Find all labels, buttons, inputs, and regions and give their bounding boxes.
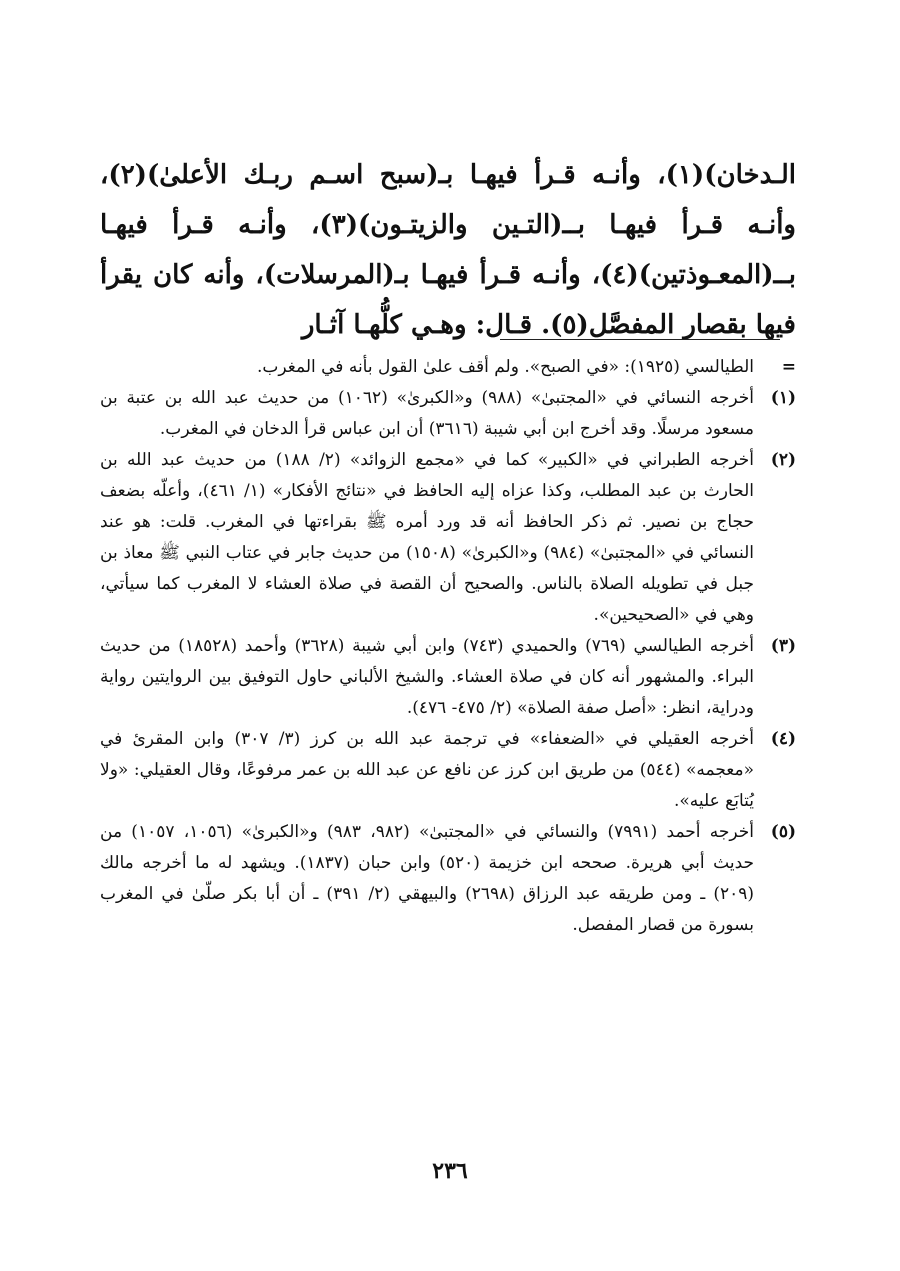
footnote-number: =: [781, 357, 796, 377]
footnote-number: (٣): [770, 636, 796, 656]
footnote-4: [100, 724, 796, 817]
footnote-text: أخرجه أحمد (٧٩٩١) والنسائي في «المجتبىٰ» (٩٨٢، ٩٨٣) و«الكبرىٰ» (١٠٥٦، ١٠٥٧) من حديث أبي هريرة. صححه ابن خزيمة (٥٢٠) وابن حبان (١٨٣٧). ويشهد له ما أخرجه مالك (٢٠٩) ـ ومن طريقه عبد الرزاق (٢٦٩٨) والبيهقي (٢/ ٣٩١) ـ أن أبا بكر صلّىٰ في المغرب بسورة من قصار المفصل.: [100, 822, 755, 935]
footnote-text: الطيالسي (١٩٢٥): «في الصبح». ولم أقف علىٰ القول بأنه في المغرب.: [257, 357, 754, 377]
footnote-text: أخرجه النسائي في «المجتبىٰ» (٩٨٨) و«الكبرىٰ» (١٠٦٢) من حديث عبد الله بن عتبة بن مسعود مرسلًا. وقد أخرج ابن أبي شيبة (٣٦١٦) أن ابن عباس قرأ الدخان في المغرب.: [100, 388, 754, 439]
footnote-3: [100, 631, 796, 724]
footnote-text: أخرجه الطبراني في «الكبير» كما في «مجمع الزوائد» (٢/ ١٨٨) من حديث عبد الله بن الحارث بن عبد المطلب، وكذا عزاه إليه الحافظ في «نتائج الأفكار» (١/ ٤٦١)، وأعلّه بضعف حجاج بن نصير. ثم ذكر الحافظ أنه قد ورد أمره ﷺ بقراءتها في المغرب. قلت: هو عند النسائي في «المجتبىٰ» (٩٨٤) و«الكبرىٰ» (١٥٠٨) من حديث جابر في عتاب النبي ﷺ معاذ بن جبل في تطويله الصلاة بالناس. والصحيح أن القصة في صلاة العشاء لا المغرب كما سيأتي، وهي في «الصحيحين».: [100, 450, 754, 625]
footnote-2: [100, 445, 796, 631]
footnote-1: [100, 383, 796, 445]
footnote-number: (٢): [770, 450, 796, 470]
page-number: ٢٣٦: [432, 1158, 468, 1184]
footnote-separator: [500, 339, 780, 340]
footnote-number: (٥): [770, 822, 796, 842]
footnote-text: أخرجه العقيلي في «الضعفاء» في ترجمة عبد الله بن كرز (٣/ ٣٠٧) وابن المقرئ في «معجمه» (٥٤٤) من طريق ابن كرز عن نافع عن عبد الله بن عمر مرفوعًا، وقال العقيلي: «ولا يُتابَع عليه».: [100, 729, 755, 811]
footnote-5: [100, 817, 796, 941]
main-paragraph: الـدخان)(١)، وأنـه قـرأ فيهـا بـ(سبح اسـم ربـك الأعلىٰ)(٢)، وأنـه قـرأ فيهـا بــ(التـين والزيتـون)(٣)، وأنـه قـرأ فيهـا بــ(المعـوذتين)(٤)، وأنـه قـرأ فيهـا بـ(المرسلات)، وأنه كان يقرأ فيها بقصار المفصَّل(٥). قـال: وهـي كلُّهـا آثـار: [100, 160, 796, 340]
main-text: [100, 150, 796, 350]
footnote-number: (٤): [770, 729, 796, 749]
footnote-text: أخرجه الطيالسي (٧٦٩) والحميدي (٧٤٣) وابن أبي شيبة (٣٦٢٨) وأحمد (١٨٥٢٨) من حديث البراء. والمشهور أنه كان في صلاة العشاء. والشيخ الألباني حاول التوفيق بين الروايتين رواية ودراية، انظر: «أصل صفة الصلاة» (٢/ ٤٧٥- ٤٧٦).: [100, 636, 755, 718]
footnote-continuation: [100, 352, 796, 383]
footnotes: [100, 352, 796, 941]
footnote-number: (١): [770, 388, 796, 408]
